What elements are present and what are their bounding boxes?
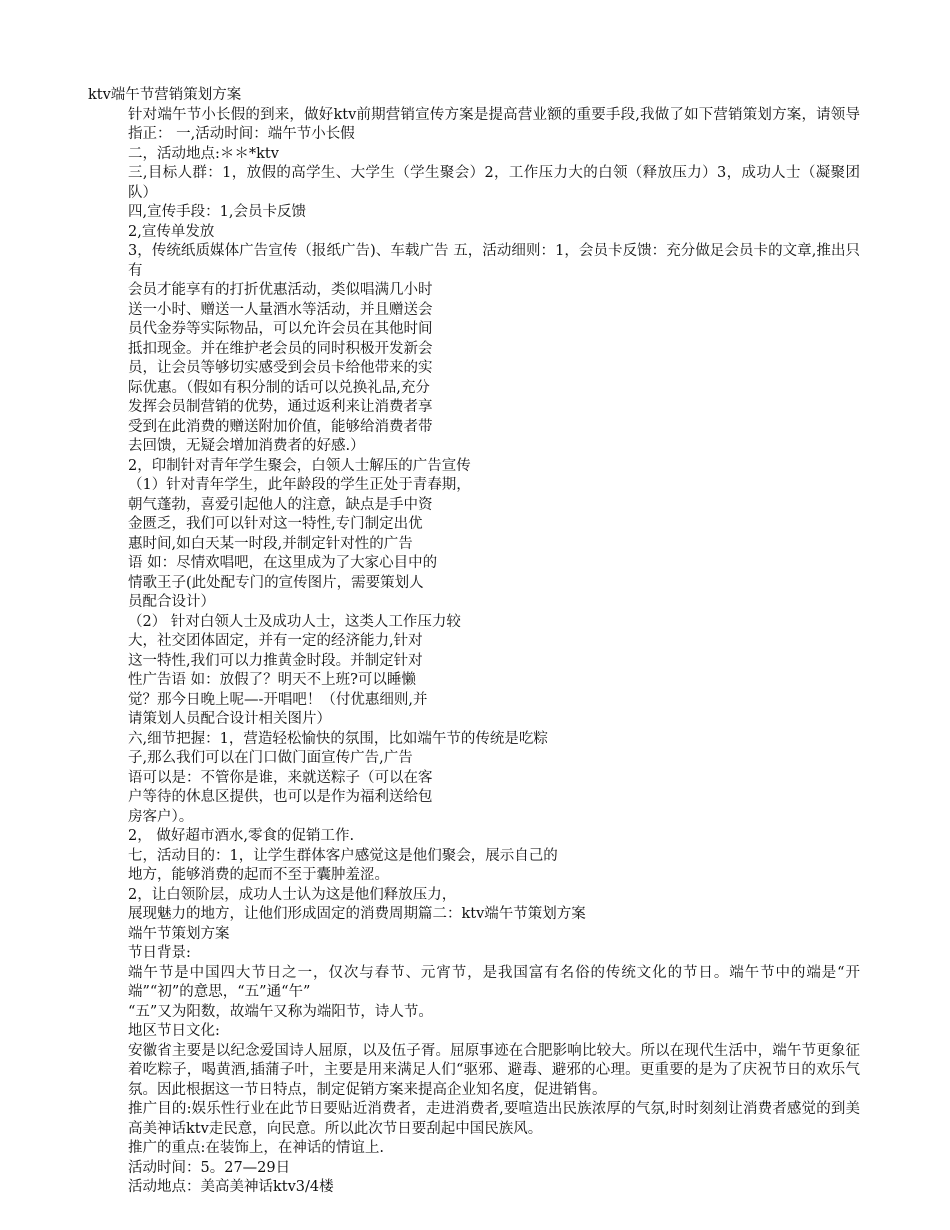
text-line: 语可以是：不管你是谁，来就送粽子（可以在客 — [128, 769, 433, 786]
text-line: （1）针对青年学生，此年龄段的学生正处于青春期， — [128, 477, 471, 493]
section-label: 节日背景: — [128, 945, 191, 961]
text-line: 展现魅力的地方，让他们形成固定的消费周期篇二：ktv端午节策划方案 — [128, 906, 586, 922]
text-line: 受到在此消费的赠送附加价值，能够给消费者带 — [128, 418, 433, 435]
paragraph-festival-background: 端午节是中国四大节日之一，仅次与春节、元宵节，是我国富有名俗的传统文化的节日。端午节中的端是“开端”“初”的意思，“五”通“午” — [128, 964, 860, 1000]
text-line: 抵扣现金。并在维护老会员的同时积极开发新会 — [128, 340, 433, 357]
paragraph-media-and-details: 3，传统纸质媒体广告宣传（报纸广告)、车载广告 五，活动细则：1，会员卡反馈：充分做足会员卡的文章,推出只有 — [128, 243, 860, 279]
section-heading: 端午节策划方案 — [128, 925, 230, 942]
text-line: 员，让会员等够切实感受到会员卡给他带来的实 — [128, 360, 433, 376]
text-line: 际优惠。（假如有积分制的话可以兑换礼品,充分 — [128, 379, 430, 396]
text-line: 七，活动目的：1，让学生群体客户感觉这是他们聚会，展示自己的 — [128, 847, 558, 864]
paragraph-promotion-focus: 推广的重点:在装饰上，在神话的情谊上. — [128, 1140, 384, 1156]
text-line: 性广告语 如：放假了？明天不上班?可以睡懒 — [128, 672, 416, 688]
text-line: 觉？那今日晚上呢—-开唱吧！（付优惠细则,并 — [128, 691, 428, 708]
text-line: 情歌王子(此处配专门的宣传图片，需要策划人 — [128, 574, 424, 591]
text-line: “五”又为阳数，故端午又称为端阳节，诗人节。 — [128, 1003, 433, 1020]
text-line: 户等待的休息区提供，也可以是作为福利送给包 — [128, 789, 433, 805]
text-line: 六,细节把握：1，营造轻松愉快的氛围，比如端午节的传统是吃粽 — [128, 730, 548, 747]
paragraph-promotion-purpose: 推广目的:娱乐性行业在此节日要贴近消费者，走进消费者,要喧造出民族浓厚的气氛,时时刻刻让消费者感觉的到美高美神话ktv走民意，向民意。所以此次节日要刮起中国民族风。 — [128, 1101, 860, 1137]
text-line: 请策划人员配合设计相关图片） — [128, 711, 331, 727]
section-label: 地区节日文化: — [128, 1023, 220, 1039]
paragraph-target-audience: 三,目标人群：1，放假的高学生、大学生（学生聚会）2，工作压力大的白领（释放压力）3，成功人士（凝聚团队） — [128, 165, 860, 201]
text-line: 房客户）。 — [128, 808, 194, 825]
paragraph-flyers: 2,宣传单发放 — [128, 223, 215, 240]
text-line: 子,那么我们可以在门口做门面宣传广告,广告 — [128, 750, 413, 766]
text-line: 金匮乏，我们可以针对这一特性,专门制定出优 — [128, 516, 423, 532]
text-line: 送一小时、赠送一人量酒水等活动，并且赠送会 — [128, 301, 433, 318]
text-line: 大，社交团体固定，并有一定的经济能力,针对 — [128, 633, 423, 649]
text-line: 发挥会员制营销的优势，通过返利来让消费者享 — [128, 399, 433, 415]
text-line: 这一特性,我们可以力推黄金时段。并制定针对 — [128, 652, 423, 669]
text-line: 朝气蓬勃，喜爱引起他人的注意，缺点是手中资 — [128, 496, 433, 513]
text-line: 去回馈，无疑会增加消费者的好感.） — [128, 438, 365, 454]
text-line: 地方，能够消费的起而不至于囊肿羞涩。 — [128, 867, 389, 883]
text-line: 2，印制针对青年学生聚会，白领人士解压的广告宣传 — [128, 457, 471, 474]
text-line: 2， 做好超市酒水,零食的促销工作. — [128, 828, 355, 844]
text-line: （2） 针对白领人士及成功人士，这类人工作压力较 — [128, 613, 461, 630]
paragraph-event-location: 活动地点：美高美神话ktv3/4楼 — [128, 1179, 334, 1195]
text-line: 2，让白领阶层，成功人士认为这是他们释放压力， — [128, 886, 457, 903]
text-line: 员代金券等实际物品，可以允许会员在其他时间 — [128, 321, 433, 337]
text-line: 惠时间,如白天某一时段,并制定针对性的广告 — [128, 535, 413, 552]
paragraph-intro: 针对端午节小长假的到来，做好ktv前期营销宣传方案是提高营业额的重要手段,我做了如下营销策划方案，请领导指正： 一,活动时间：端午节小长假 — [128, 106, 860, 142]
text-line: 员配合设计） — [128, 594, 215, 610]
document-title: ktv端午节营销策划方案 — [88, 87, 242, 103]
text-line: 语 如：尽情欢唱吧，在这里成为了大家心目中的 — [128, 555, 438, 571]
text-line: 会员才能享有的打折优惠活动，类似唱满几小时 — [128, 282, 433, 298]
paragraph-event-time: 活动时间：5。27—29日 — [128, 1159, 291, 1176]
document-body — [88, 86, 860, 1198]
paragraph-promotion-means: 四,宣传手段：1,会员卡反馈 — [128, 204, 306, 220]
paragraph-location: 二，活动地点:＊＊*ktv — [128, 145, 279, 162]
paragraph-regional-culture: 安徽省主要是以纪念爱国诗人屈原，以及伍子胥。屈原事迹在合肥影响比较大。所以在现代生活中，端午节更象征着吃粽子，喝黄酒,插蒲子叶，主要是用来满足人们“驱邪、避毒、避邪的心理。更重要的是为了庆祝节日的欢乐气氛。因此根据这一节日特点，制定促销方案来提高企业知名度，促进销售。 — [128, 1042, 860, 1098]
